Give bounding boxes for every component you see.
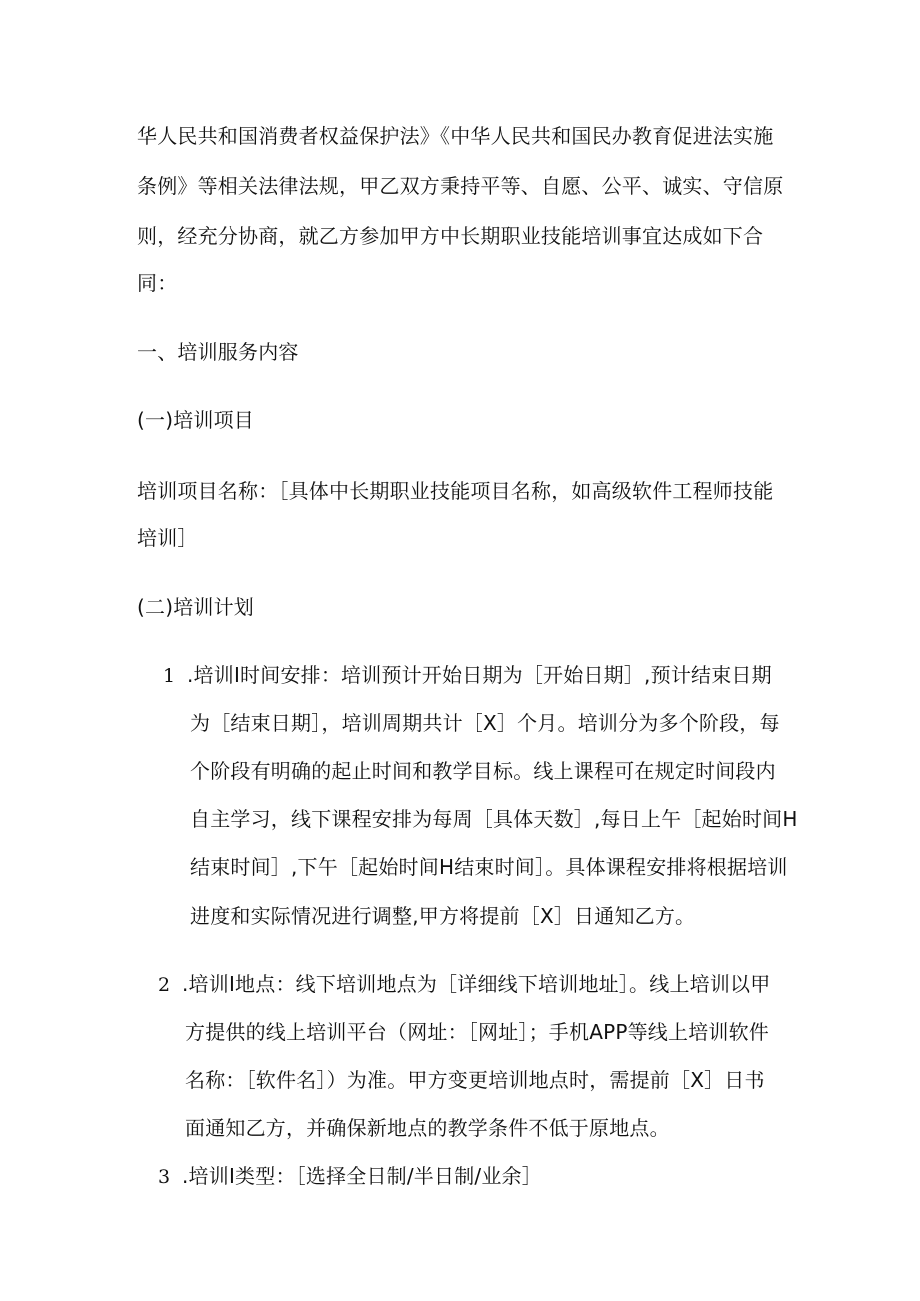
list-item-line: 面通知乙方，并确保新地点的教学条件不低于原地点。	[185, 1116, 670, 1140]
list-item-line: 自主学习，线下课程安排为每周［具体天数］,每日上午［起始时间H	[190, 807, 798, 831]
project-name-line: 培训］	[137, 526, 198, 550]
list-item-line	[158, 1162, 542, 1191]
list-item-number: 1	[163, 665, 176, 687]
project-name-line: 培训项目名称：［具体中长期职业技能项目名称，如高级软件工程师技能	[137, 479, 774, 503]
intro-line: 同：	[137, 271, 178, 295]
list-item-line: 进度和实际情况进行调整,甲方将提前［X］日通知乙方。	[190, 904, 696, 928]
intro-line: 华人民共和国消费者权益保护法》《中华人民共和国民办教育促进法实施	[137, 124, 774, 148]
subsection-heading: (一)培训项目	[137, 408, 255, 432]
list-item-number: 2	[158, 974, 171, 996]
section-heading: 一、培训服务内容	[137, 340, 299, 364]
list-item-line: 个阶段有明确的起止时间和教学目标。线上课程可在规定时间段内	[190, 759, 776, 783]
list-item-line: 名称：［软件名］）为准。甲方变更培训地点时，需提前［X］日书	[185, 1068, 765, 1092]
list-item-line: 方提供的线上培训平台（网址：［网址］；手机APP等线上培训软件	[185, 1020, 770, 1044]
list-item-line	[158, 970, 770, 999]
intro-line: 则，经充分协商，就乙方参加甲方中长期职业技能培训事宜达成如下合	[137, 224, 764, 248]
list-item-line: 结束时间］,下午［起始时间H结束时间］。具体课程安排将根据培训	[190, 855, 788, 879]
list-item-text: .培训I地点：线下培训地点为［详细线下培训地址］。线上培训以甲	[182, 972, 771, 996]
intro-line: 条例》等相关法律法规，甲乙双方秉持平等、自愿、公平、诚实、守信原	[137, 174, 784, 198]
list-item-text: .培训I类型：［选择全日制/半日制/业余］	[182, 1164, 542, 1188]
list-item-line: 为［结束日期］，培训周期共计［X］个月。培训分为多个阶段，每	[190, 711, 780, 735]
list-item-line	[163, 661, 772, 690]
list-item-number: 3	[158, 1166, 171, 1188]
list-item-text: .培训I时间安排：培训预计开始日期为［开始日期］,预计结束日期	[187, 663, 772, 687]
subsection-heading: (二)培训计划	[137, 595, 255, 619]
